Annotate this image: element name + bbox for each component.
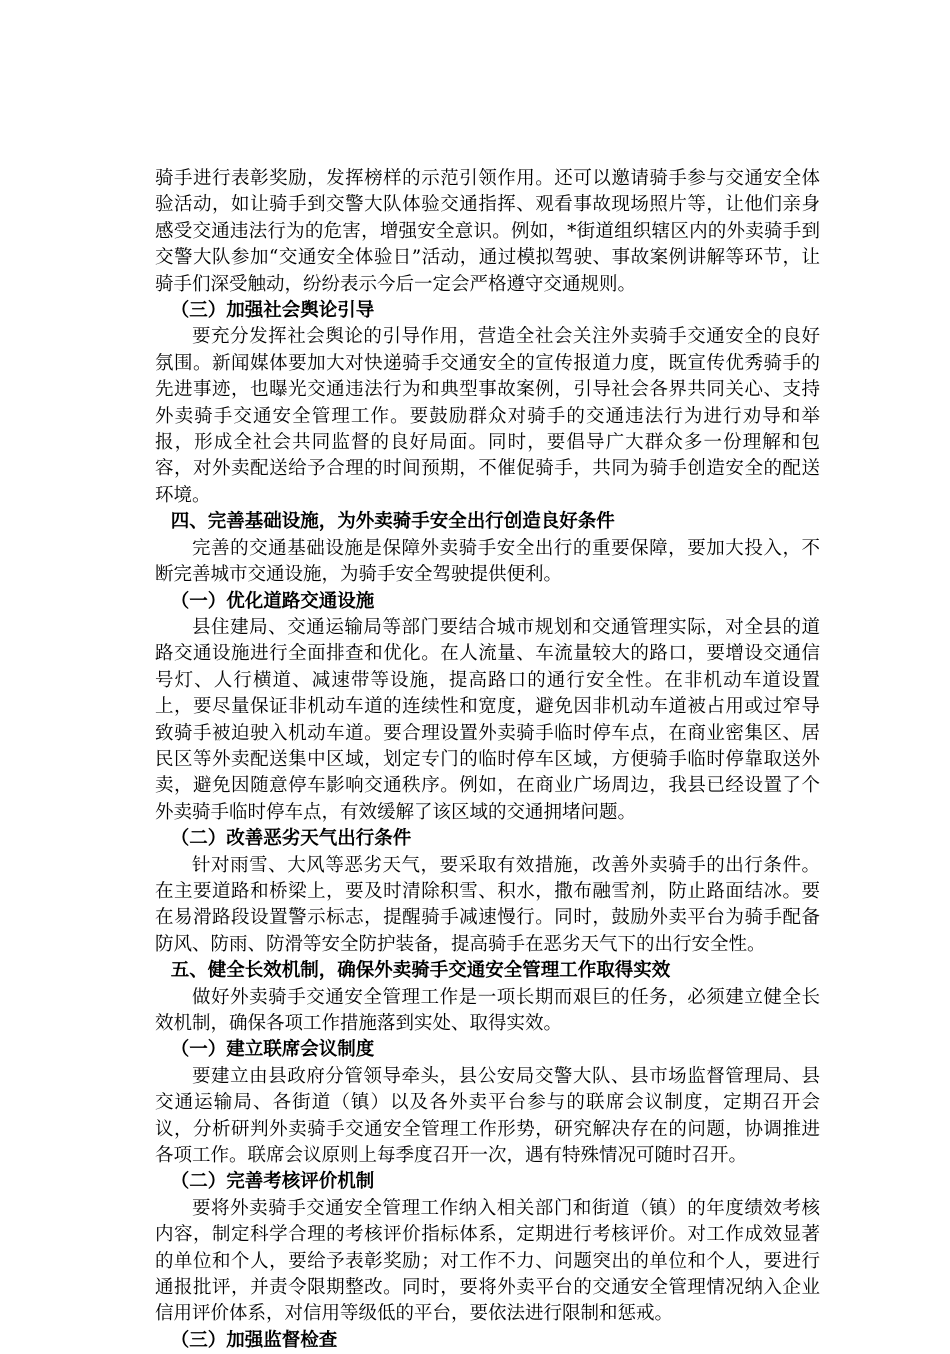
paragraph: 针对雨雪、大风等恶劣天气，要采取有效措施，改善外卖骑手的出行条件。在主要道路和桥梁上，要及时清除积雪、积水，撒布融雪剂，防止路面结冰。要在易滑路段设置警示标志，提醒骑手减速慢行。同时，鼓励外卖平台为骑手配备防风、防雨、防滑等安全防护装备，提高骑手在恶劣天气下的出行安全性。 <box>155 854 820 955</box>
subsection-heading: （一）建立联席会议制度 <box>170 1039 375 1061</box>
subsection-heading: （三）加强社会舆论引导 <box>170 300 375 322</box>
paragraph: 做好外卖骑手交通安全管理工作是一项长期而艰巨的任务，必须建立健全长效机制，确保各项工作措施落到实处、取得实效。 <box>155 986 820 1034</box>
paragraph: 要将外卖骑手交通安全管理工作纳入相关部门和街道（镇）的年度绩效考核内容，制定科学合理的考核评价指标体系，定期进行考核评价。对工作成效显著的单位和个人，要给予表彰奖励；对工作不力、问题突出的单位和个人，要进行通报批评，并责令限期整改。同时，要将外卖平台的交通安全管理情况纳入企业信用评价体系，对信用等级低的平台，要依法进行限制和惩戒。 <box>155 1197 820 1325</box>
document-body <box>155 166 820 1354</box>
paragraph: 县住建局、交通运输局等部门要结合城市规划和交通管理实际，对全县的道路交通设施进行全面排查和优化。在人流量、车流量较大的路口，要增设交通信号灯、人行横道、减速带等设施，提高路口的通行安全性。在非机动车道设置上，要尽量保证非机动车道的连续性和宽度，避免因非机动车道被占用或过窄导致骑手被迫驶入机动车道。要合理设置外卖骑手临时停车点，在商业密集区、居民区等外卖配送集中区域，划定专门的临时停车区域，方便骑手临时停靠取送外卖，避免因随意停车影响交通秩序。例如，在商业广场周边，我县已经设置了个外卖骑手临时停车点，有效缓解了该区域的交通拥堵问题。 <box>155 616 820 823</box>
paragraph-continued: 骑手进行表彰奖励，发挥榜样的示范引领作用。还可以邀请骑手参与交通安全体验活动，如让骑手到交警大队体验交通指挥、观看事故现场照片等，让他们亲身感受交通违法行为的危害，增强安全意识。例如，*街道组织辖区内的外卖骑手到交警大队参加“交通安全体验日”活动，通过模拟驾驶、事故案例讲解等环节，让骑手们深受触动，纷纷表示今后一定会严格遵守交通规则。 <box>155 168 820 295</box>
section-heading: 五、健全长效机制，确保外卖骑手交通安全管理工作取得实效 <box>170 960 671 982</box>
subsection-heading: （二）改善恶劣天气出行条件 <box>170 828 412 850</box>
paragraph: 要建立由县政府分管领导牵头，县公安局交警大队、县市场监督管理局、县交通运输局、各街道（镇）以及各外卖平台参与的联席会议制度，定期召开会议，分析研判外卖骑手交通安全管理工作形势，研究解决存在的问题，协调推进各项工作。联席会议原则上每季度召开一次，遇有特殊情况可随时召开。 <box>155 1065 820 1167</box>
paragraph: 要充分发挥社会舆论的引导作用，营造全社会关注外卖骑手交通安全的良好氛围。新闻媒体要加大对快递骑手交通安全的宣传报道力度，既宣传优秀骑手的先进事迹，也曝光交通违法行为和典型事故案例，引导社会各界共同关心、支持外卖骑手交通安全管理工作。要鼓励群众对骑手的交通违法行为进行劝导和举报，形成全社会共同监督的良好局面。同时，要倡导广大群众多一份理解和包容，对外卖配送给予合理的时间预期，不催促骑手，共同为骑手创造安全的配送环境。 <box>155 326 820 506</box>
subsection-heading: （二）完善考核评价机制 <box>170 1171 375 1193</box>
subsection-heading: （一）优化道路交通设施 <box>170 590 375 612</box>
section-heading: 四、完善基础设施，为外卖骑手安全出行创造良好条件 <box>170 511 615 533</box>
subsection-heading: （三）加强监督检查 <box>170 1329 338 1351</box>
paragraph: 完善的交通基础设施是保障外卖骑手安全出行的重要保障，要加大投入，不断完善城市交通设施，为骑手安全驾驶提供便利。 <box>155 537 820 586</box>
